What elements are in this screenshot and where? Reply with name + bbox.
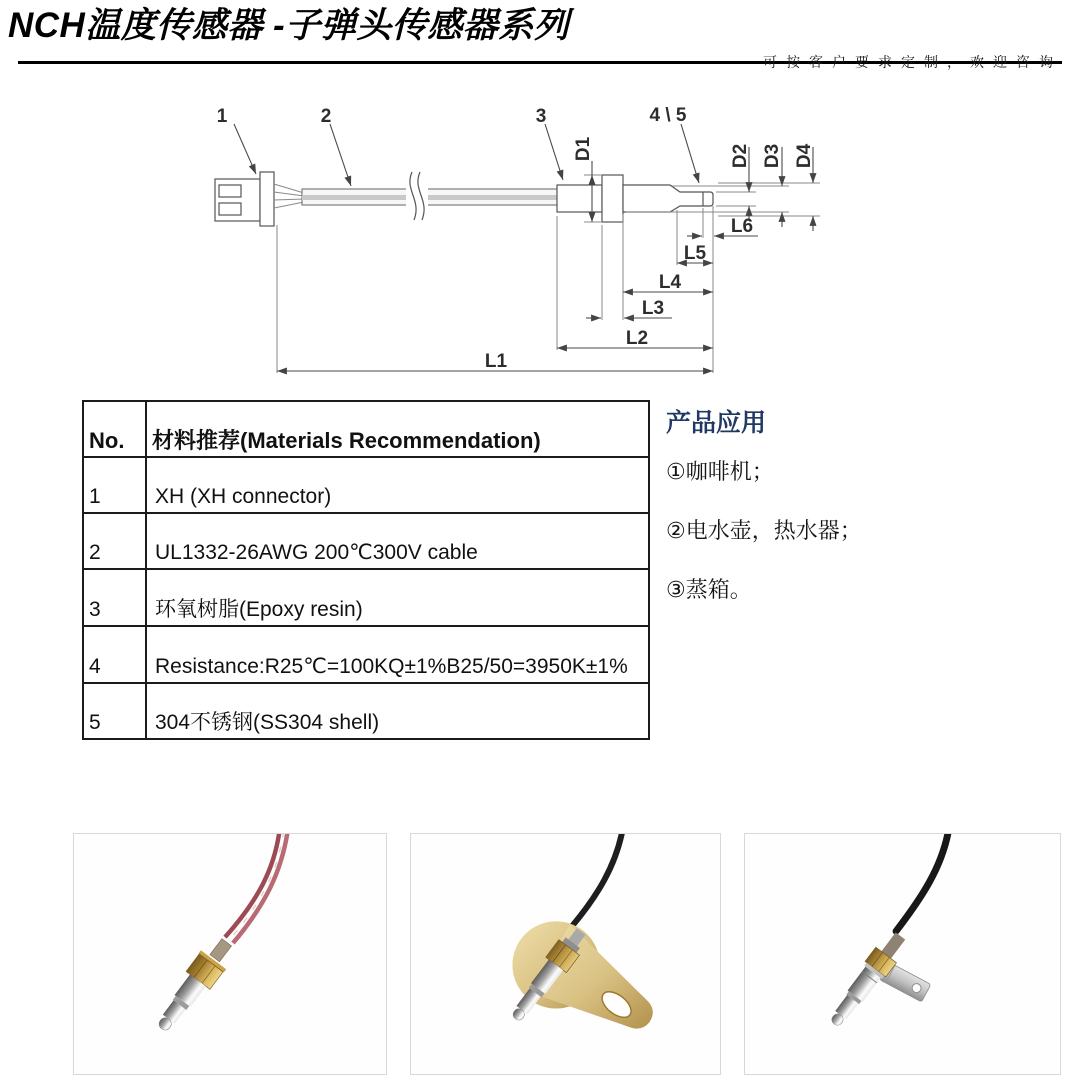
black-cable	[572, 834, 623, 926]
dim-label-l2: L2	[625, 328, 649, 349]
dim-label-d4: D4	[794, 143, 815, 169]
row-material: 304不锈钢(SS304 shell)	[146, 683, 649, 739]
row-material: XH (XH connector)	[146, 457, 649, 513]
applications-title: 产品应用	[666, 409, 767, 437]
tab-sensor-illustration	[745, 834, 1060, 1074]
application-item: ①咖啡机；	[666, 459, 774, 484]
product-photo-red-wire-sensor	[73, 833, 387, 1075]
wire-crimp	[210, 939, 231, 962]
part-leaders	[217, 105, 699, 186]
applications-section	[666, 403, 1056, 636]
part-label-1: 1	[216, 106, 228, 127]
row-number: 5	[83, 683, 146, 739]
bullet-probe-assembly	[149, 933, 239, 1038]
table-row	[83, 457, 649, 513]
table-row	[83, 513, 649, 569]
application-item: ③蒸箱。	[666, 577, 752, 602]
black-cable	[896, 834, 949, 931]
customization-note: 可按客户要求定制，欢迎咨询	[763, 54, 1062, 70]
product-photo-tab-sensor	[744, 833, 1061, 1075]
row-material: 环氧树脂(Epoxy resin)	[146, 569, 649, 626]
dim-label-d3: D3	[762, 143, 783, 169]
dim-label-l3: L3	[641, 298, 665, 319]
row-number: 2	[83, 513, 146, 569]
table-header-row	[83, 401, 649, 457]
col-header-materials: 材料推荐(Materials Recommendation)	[146, 401, 649, 457]
part-label-4-5: 4 \ 5	[649, 105, 687, 126]
dim-label-d2: D2	[730, 143, 751, 169]
sensor-dimension-diagram	[180, 95, 840, 385]
row-number: 3	[83, 569, 146, 626]
col-header-no: No.	[83, 401, 146, 457]
row-number: 1	[83, 457, 146, 513]
part-label-2: 2	[320, 106, 332, 127]
row-material: UL1332-26AWG 200℃300V cable	[146, 513, 649, 569]
red-wire-sensor-illustration	[74, 834, 386, 1074]
materials-table	[82, 400, 650, 740]
table-row	[83, 626, 649, 683]
probe-outline	[557, 175, 713, 222]
row-material: Resistance:R25℃=100KQ±1%B25/50=3950K±1%	[146, 626, 649, 683]
dim-label-l6: L6	[730, 216, 754, 237]
page-title: NCH温度传感器 -子弹头传感器系列	[8, 6, 570, 45]
dim-label-l1: L1	[484, 351, 508, 372]
row-number: 4	[83, 626, 146, 683]
application-item: ②电水壶，热水器；	[666, 518, 862, 543]
product-photo-flange-sensor	[410, 833, 721, 1075]
dim-label-d1: D1	[573, 136, 594, 162]
cable-outline	[302, 172, 557, 220]
flange-sensor-illustration	[411, 834, 720, 1074]
dim-label-l4: L4	[658, 272, 682, 293]
red-twisted-wires	[225, 834, 287, 943]
dim-label-l5: L5	[683, 243, 707, 264]
part-label-3: 3	[535, 106, 547, 127]
table-row	[83, 569, 649, 626]
length-dimensions	[277, 216, 758, 372]
xh-connector-outline	[215, 172, 304, 226]
table-row	[83, 683, 649, 739]
